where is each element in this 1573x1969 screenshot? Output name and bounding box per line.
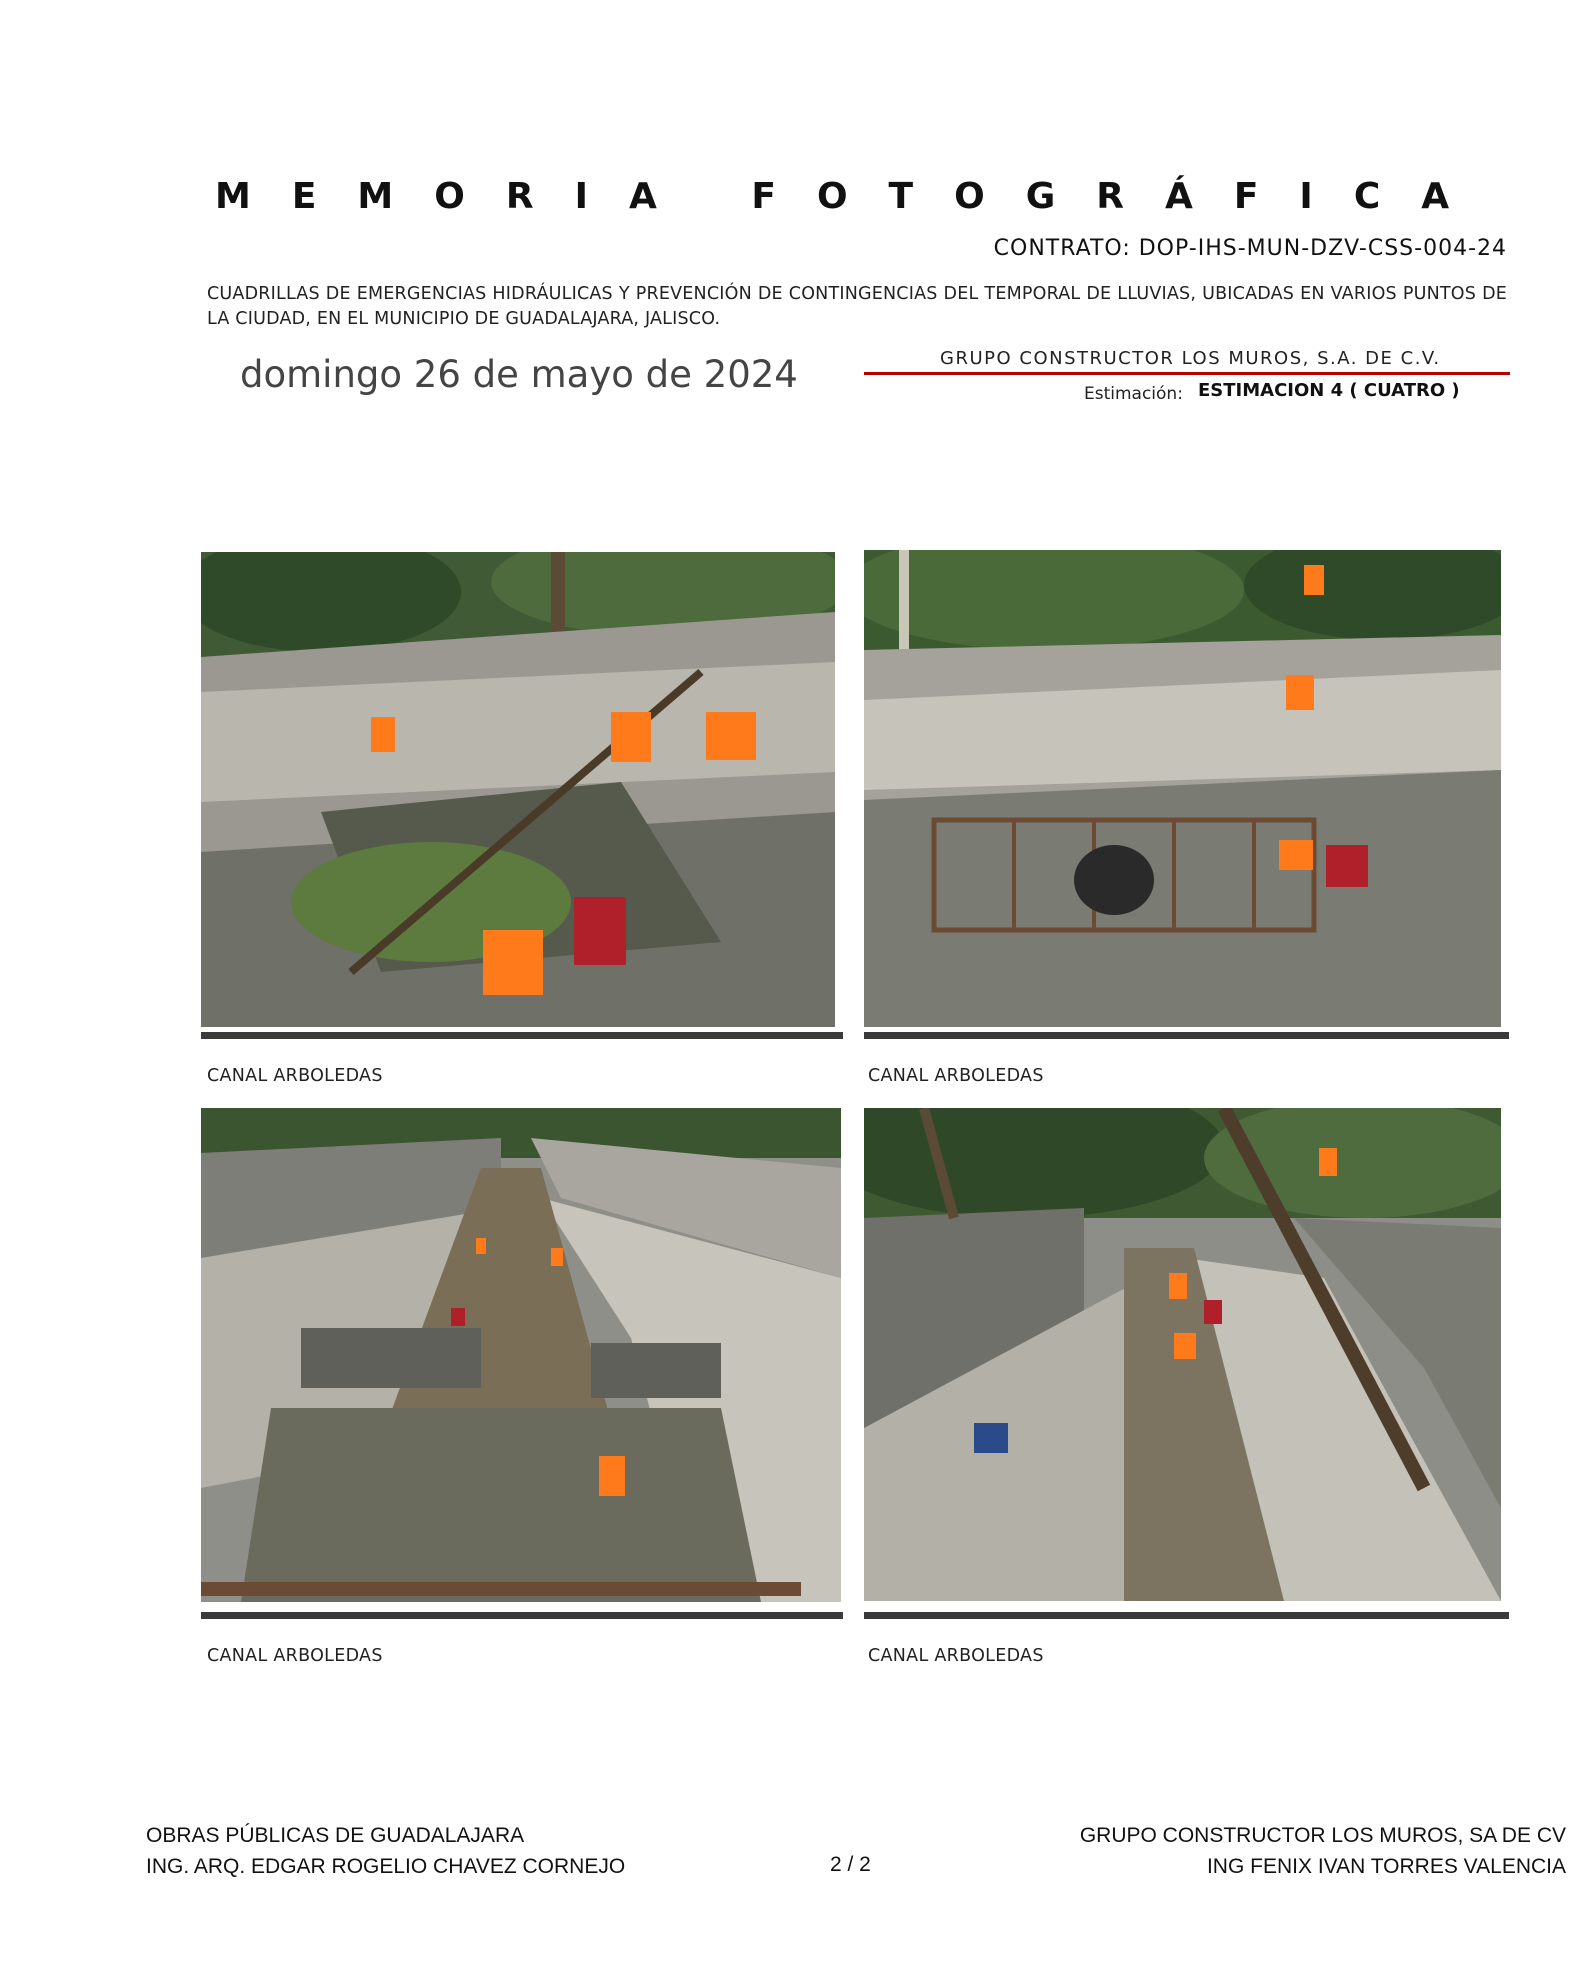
photo-2 xyxy=(864,550,1501,1027)
footer-right-line2: ING FENIX IVAN TORRES VALENCIA xyxy=(1206,1855,1566,1878)
photo-3 xyxy=(201,1108,841,1602)
photo-2-caption: CANAL ARBOLEDAS xyxy=(868,1066,1044,1086)
photo-4 xyxy=(864,1108,1501,1601)
footer-left-line1: OBRAS PÚBLICAS DE GUADALAJARA xyxy=(146,1824,525,1847)
photo-1-image xyxy=(201,552,835,1027)
footer-right-line1: GRUPO CONSTRUCTOR LOS MUROS, SA DE CV xyxy=(1079,1824,1566,1847)
photo-3-caption: CANAL ARBOLEDAS xyxy=(207,1646,383,1666)
page-number: 2 / 2 xyxy=(830,1853,871,1876)
estimation-label: Estimación: xyxy=(1084,384,1183,404)
photo-4-bar xyxy=(864,1612,1509,1619)
contract-number: CONTRATO: DOP-IHS-MUN-DZV-CSS-004-24 xyxy=(993,236,1507,261)
photo-3-image xyxy=(201,1108,841,1602)
photo-4-caption: CANAL ARBOLEDAS xyxy=(868,1646,1044,1666)
header-divider xyxy=(864,372,1510,375)
photo-2-image xyxy=(864,550,1501,1027)
photo-2-bar xyxy=(864,1032,1509,1039)
footer-left-line2: ING. ARQ. EDGAR ROGELIO CHAVEZ CORNEJO xyxy=(146,1855,626,1878)
report-date: domingo 26 de mayo de 2024 xyxy=(240,353,798,396)
photo-1 xyxy=(201,552,835,1027)
photo-1-bar xyxy=(201,1032,843,1039)
footer-left xyxy=(146,1820,625,1882)
estimation-value: ESTIMACION 4 ( CUATRO ) xyxy=(1198,380,1460,401)
photo-1-caption: CANAL ARBOLEDAS xyxy=(207,1066,383,1086)
footer-right xyxy=(1080,1820,1566,1882)
photo-3-bar xyxy=(201,1612,843,1619)
work-description: CUADRILLAS DE EMERGENCIAS HIDRÁULICAS Y PREVENCIÓN DE CONTINGENCIAS DEL TEMPORAL DE LLUVIAS, UBICADAS EN VARIOS PUNTOS DE LA CIUDAD, EN EL MUNICIPIO DE GUADALAJARA, JALISCO. xyxy=(207,284,1507,329)
document-title: MEMORIA FOTOGRÁFICA xyxy=(215,176,1491,217)
contractor-name: GRUPO CONSTRUCTOR LOS MUROS, S.A. DE C.V. xyxy=(940,348,1441,369)
photo-4-image xyxy=(864,1108,1501,1601)
